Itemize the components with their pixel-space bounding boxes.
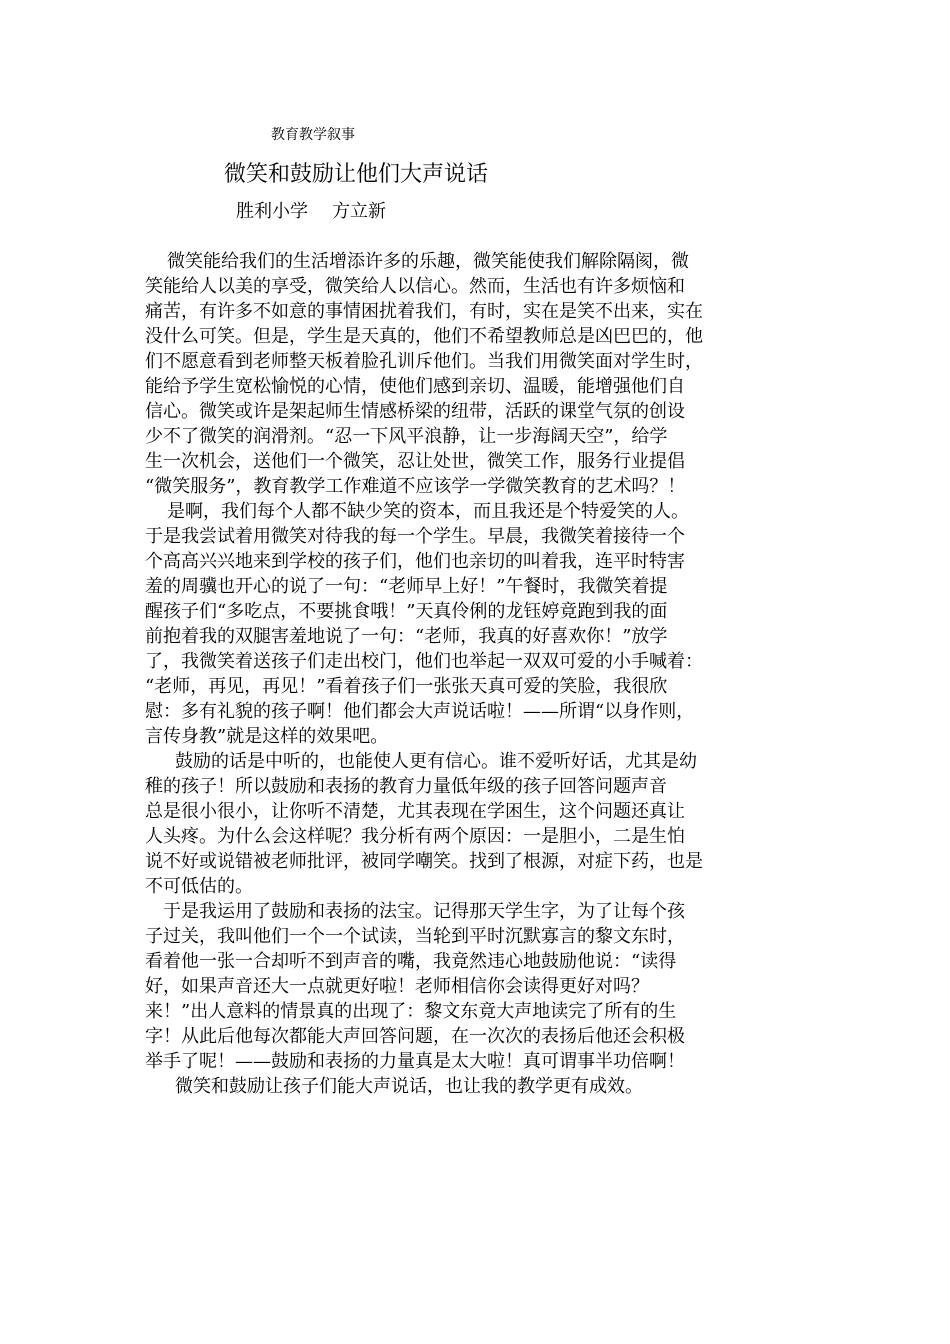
text-line: 说不好或说错被老师批评，被同学嘲笑。找到了根源，对症下药，也是 [145, 851, 703, 872]
text-line: “老师，再见，再见！”看着孩子们一张张天真可爱的笑脸，我很欣 [145, 676, 668, 697]
author-name: 方立新 [332, 201, 386, 222]
text-line: 好，如果声音还大一点就更好啦！老师相信你会读得更好对吗？ [145, 976, 649, 997]
text-line: 醒孩子们“多吃点，不要挑食哦！”天真伶俐的龙钰婷竟跑到我的面 [145, 601, 668, 622]
text-line: 人头疼。为什么会这样呢？我分析有两个原因：一是胆小，二是生怕 [145, 826, 685, 847]
text-line: 能给予学生宽松愉悦的心情，使他们感到亲切、温暖，能增强他们自 [145, 376, 685, 397]
text-line: 生一次机会，送他们一个微笑，忍让处世，微笑工作，服务行业提倡 [145, 451, 685, 472]
text-line: 于是我尝试着用微笑对待我的每一个学生。早晨，我微笑着接待一个 [145, 526, 685, 547]
text-line: 前抱着我的双腿害羞地说了一句：“老师，我真的好喜欢你！”放学 [145, 626, 668, 647]
author-line [236, 199, 386, 225]
text-line: 微笑能给我们的生活增添许多的乐趣，微笑能使我们解除隔阂，微 [167, 251, 689, 272]
text-line: 慰：多有礼貌的孩子啊！他们都会大声说话啦！——所谓“以身作则， [145, 701, 695, 722]
text-line: 看着他一张一合却听不到声音的嘴，我竟然违心地鼓励他说：“读得 [145, 951, 677, 972]
text-line: 鼓励的话是中听的，也能使人更有信心。谁不爱听好话，尤其是幼 [175, 751, 697, 772]
text-line: 微笑和鼓励让孩子们能大声说话，也让我的教学更有成效。 [175, 1076, 643, 1097]
text-line: 稚的孩子！所以鼓励和表扬的教育力量低年级的孩子回答问题声音 [145, 776, 667, 797]
document-category: 教育教学叙事 [271, 127, 355, 143]
text-line: 举手了呢！——鼓励和表扬的力量真是太大啦！真可谓事半功倍啊！ [145, 1051, 685, 1072]
text-line: 言传身教”就是这样的效果吧。 [145, 726, 389, 747]
text-line: “微笑服务”，教育教学工作难道不应该学一学微笑教育的艺术吗？！ [145, 476, 686, 497]
text-line: 是啊，我们每个人都不缺少笑的资本，而且我还是个特爱笑的人。 [167, 501, 689, 522]
text-line: 于是我运用了鼓励和表扬的法宝。记得那天学生字，为了让每个孩 [163, 901, 685, 922]
text-line: 信心。微笑或许是架起师生情感桥梁的纽带，活跃的课堂气氛的创设 [145, 401, 685, 422]
text-line: 没什么可笑。但是，学生是天真的，他们不希望教师总是凶巴巴的，他 [145, 326, 703, 347]
text-line: 字！从此后他每次都能大声回答问题，在一次次的表扬后他还会积极 [145, 1026, 685, 1047]
text-line: 子过关，我叫他们一个一个试读，当轮到平时沉默寡言的黎文东时， [145, 926, 685, 947]
text-line: 们不愿意看到老师整天板着脸孔训斥他们。当我们用微笑面对学生时， [145, 351, 703, 372]
author-school: 胜利小学 [236, 201, 308, 222]
article-body [145, 249, 822, 1099]
text-line: 了，我微笑着送孩子们走出校门，他们也举起一双双可爱的小手喊着： [145, 651, 703, 672]
text-line: 笑能给人以美的享受，微笑给人以信心。然而，生活也有许多烦恼和 [145, 276, 685, 297]
document-title: 微笑和鼓励让他们大声说话 [224, 162, 489, 187]
text-line: 来！”出人意料的情景真的出现了：黎文东竟大声地读完了所有的生 [145, 1001, 677, 1022]
text-line: 羞的周骥也开心的说了一句：“老师早上好！”午餐时，我微笑着提 [145, 576, 668, 597]
text-line: 痛苦，有许多不如意的事情困扰着我们，有时，实在是笑不出来，实在 [145, 301, 703, 322]
text-line: 不可低估的。 [145, 876, 253, 897]
text-line: 总是很小很小，让你听不清楚，尤其表现在学困生，这个问题还真让 [145, 801, 685, 822]
text-line: 少不了微笑的润滑剂。“忍一下风平浪静，让一步海阔天空”，给学 [145, 426, 668, 447]
text-line: 个高高兴兴地来到学校的孩子们，他们也亲切的叫着我，连平时特害 [145, 551, 685, 572]
